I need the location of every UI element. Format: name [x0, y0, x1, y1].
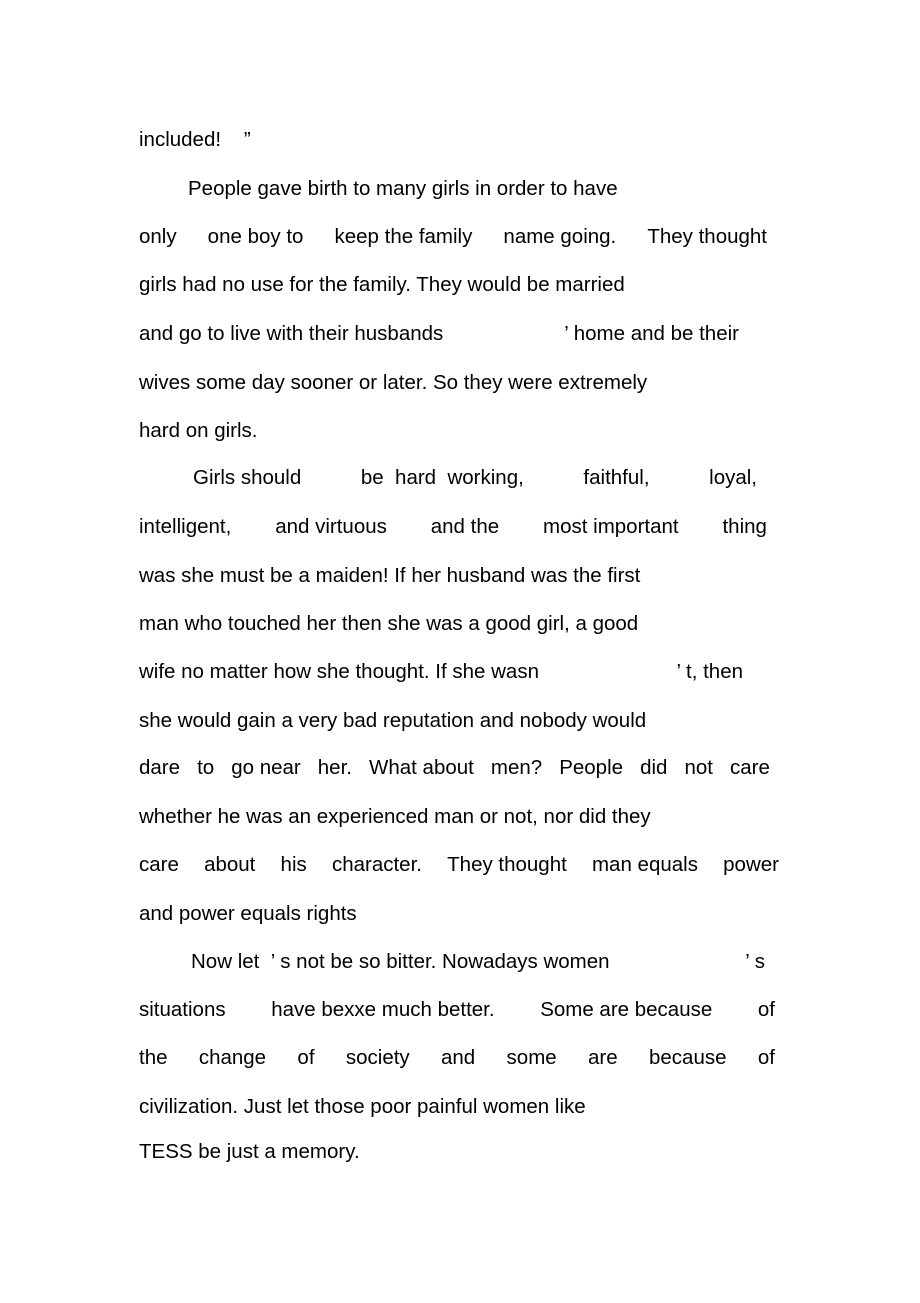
- paragraph-2-line-4: man who touched her then she was a good girl, a good: [139, 612, 639, 635]
- word-group: of: [297, 1046, 315, 1069]
- word-group: and the: [430, 515, 500, 538]
- paragraph-1-line-5: wives some day sooner or later. So they were extremely: [139, 371, 648, 394]
- word-group: only: [139, 225, 177, 248]
- word-group: change: [198, 1046, 267, 1069]
- paragraph-2-line-6: she would gain a very bad reputation and nobody would: [139, 709, 647, 732]
- word-group: They thought: [447, 853, 567, 876]
- word-group: his: [280, 853, 307, 876]
- paragraph-2-line-7: [139, 756, 770, 780]
- word-group: be hard working,: [360, 466, 524, 489]
- word-group: ’ t, then: [676, 660, 743, 683]
- word-group: loyal,: [709, 466, 757, 489]
- paragraph-3-line-2: [139, 998, 775, 1022]
- paragraph-2-line-10: and power equals rights: [139, 902, 357, 925]
- word-group: most important: [543, 515, 679, 538]
- word-group: some: [506, 1046, 557, 1069]
- word-group: because: [648, 1046, 727, 1069]
- word-group: of: [757, 998, 775, 1021]
- word-group: her.: [317, 756, 352, 779]
- word-group: power: [723, 853, 779, 876]
- paragraph-1-line-1: People gave birth to many girls in order to have: [188, 177, 618, 200]
- word-group: character.: [331, 853, 422, 876]
- paragraph-1-line-6: hard on girls.: [139, 419, 258, 442]
- word-group: are: [588, 1046, 618, 1069]
- word-group: ’ s: [745, 950, 765, 973]
- word-group: men?: [490, 756, 543, 779]
- word-group: to: [197, 756, 215, 779]
- word-group: situations: [139, 998, 226, 1021]
- word-group: keep the family: [334, 225, 473, 248]
- word-group: wife no matter how she thought. If she wasn: [139, 660, 539, 683]
- word-group: care: [729, 756, 770, 779]
- word-group: ’ home and be their: [564, 322, 739, 345]
- word-group: and go to live with their husbands: [139, 322, 444, 345]
- paragraph-2-line-9: [139, 853, 779, 877]
- word-group: the: [139, 1046, 168, 1069]
- paragraph-1-line-4: [139, 322, 739, 346]
- paragraph-2-line-2: [139, 515, 767, 539]
- word-group: and: [441, 1046, 476, 1069]
- word-group: Girls should: [193, 466, 302, 489]
- word-group: did: [640, 756, 668, 779]
- word-group: man equals: [591, 853, 698, 876]
- word-group: Now let ’ s not be so bitter. Nowadays women: [191, 950, 610, 973]
- word-group: name going.: [503, 225, 617, 248]
- word-group: faithful,: [583, 466, 650, 489]
- word-group: have bexxe much better.: [271, 998, 495, 1021]
- word-group: one boy to: [207, 225, 304, 248]
- word-group: dare: [139, 756, 181, 779]
- paragraph-2-line-8: whether he was an experienced man or not, nor did they: [139, 805, 651, 828]
- word-group: thing: [722, 515, 767, 538]
- word-group: not: [684, 756, 713, 779]
- word-group: What about: [369, 756, 474, 779]
- paragraph-1-line-2: [139, 225, 767, 249]
- word-group: They thought: [647, 225, 767, 248]
- paragraph-3-line-4: civilization. Just let those poor painful women like: [139, 1095, 586, 1118]
- paragraph-3-line-3: [139, 1046, 775, 1070]
- text-line-1: included! ”: [139, 128, 251, 151]
- word-group: society: [345, 1046, 410, 1069]
- word-group: intelligent,: [139, 515, 232, 538]
- paragraph-2-line-3: was she must be a maiden! If her husband was the first: [139, 564, 641, 587]
- word-group: Some are because: [540, 998, 713, 1021]
- word-group: People: [559, 756, 624, 779]
- paragraph-2-line-5: [139, 660, 743, 684]
- word-group: go near: [231, 756, 301, 779]
- paragraph-3-line-5: TESS be just a memory.: [139, 1140, 360, 1163]
- word-group: of: [757, 1046, 775, 1069]
- paragraph-2-line-1: [193, 466, 757, 490]
- paragraph-1-line-3: girls had no use for the family. They would be married: [139, 273, 625, 296]
- word-group: and virtuous: [275, 515, 387, 538]
- word-group: about: [204, 853, 256, 876]
- paragraph-3-line-1: [191, 950, 765, 974]
- word-group: care: [139, 853, 179, 876]
